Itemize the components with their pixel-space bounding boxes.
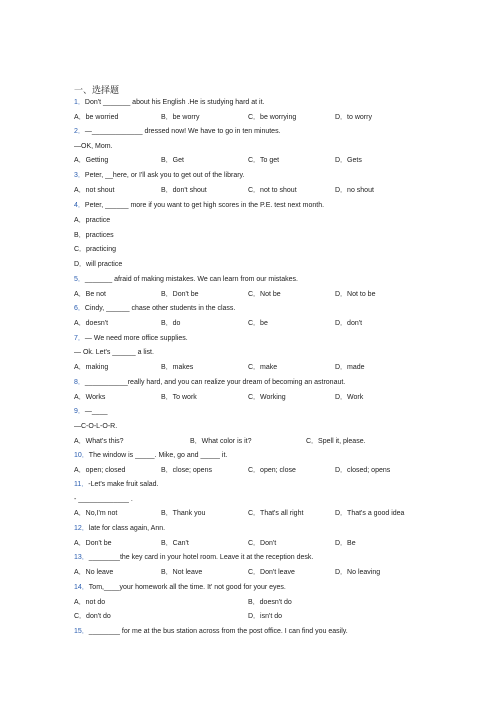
question-number: 11． [74, 481, 89, 488]
question-4 [74, 201, 324, 210]
question-text: Peter, ______ more if you want to get high scores in the P.E. test next month. [84, 202, 325, 209]
option-c: C．not to shout [248, 187, 297, 194]
option-d: D．Be [335, 540, 356, 547]
option-c: C．Don't [248, 540, 277, 547]
option-c: C．Not be [248, 291, 281, 298]
question-text: ________the key card in your hotel room. Leave it at the reception desk. [88, 554, 314, 561]
question-number: 10． [74, 452, 89, 459]
option-a: A．Works [74, 394, 106, 401]
question-number: 5． [74, 276, 85, 283]
question-number: 9． [74, 408, 85, 415]
option-d: D．Work [335, 394, 364, 401]
option-d: D．No leaving [335, 569, 381, 576]
option-a: A．Don't be [74, 540, 112, 547]
option-d: D．don't [335, 320, 363, 327]
option-a: A．open; closed [74, 467, 126, 474]
question-9 [74, 407, 107, 416]
option-b: B．Get [161, 157, 184, 164]
question-2-line-2: —OK, Mom. [74, 143, 113, 150]
question-10 [74, 451, 227, 460]
question-12 [74, 524, 165, 533]
question-14 [74, 583, 286, 592]
option-a: A．No leave [74, 569, 114, 576]
option-c: C．Don't leave [248, 569, 295, 576]
option-d: D．closed; opens [335, 467, 391, 474]
question-text: The window is _____. Mike, go and _____ it. [88, 452, 228, 459]
option-b: B．practices [74, 232, 114, 239]
question-3 [74, 171, 244, 180]
question-text: ________ for me at the bus station across from the post office. I can find you easily. [88, 628, 348, 635]
question-text: — We need more office supplies. [84, 335, 188, 342]
question-number: 1． [74, 99, 85, 106]
question-7-line-2: — Ok. Let's ______ a list. [74, 349, 154, 356]
question-13 [74, 553, 313, 562]
option-d: D．no shout [335, 187, 374, 194]
option-d: D．to worry [335, 114, 372, 121]
question-text: Peter, __here, or I'll ask you to get out of the library. [84, 172, 245, 179]
option-b: B．Not leave [161, 569, 203, 576]
question-text: -Let's make fruit salad. [88, 481, 159, 488]
option-b: B．doesn't do [248, 599, 292, 606]
option-c: C．To get [248, 157, 280, 164]
option-a: A．practice [74, 217, 111, 224]
option-d: D．will practice [74, 261, 123, 268]
option-b: B．makes [161, 364, 194, 371]
option-a: A．not shout [74, 187, 115, 194]
option-c: C．don't do [74, 613, 111, 620]
option-b: B．Thank you [161, 510, 206, 517]
option-a: A．Getting [74, 157, 109, 164]
option-d: D．isn't do [248, 613, 283, 620]
question-6 [74, 304, 235, 313]
question-8 [74, 378, 345, 387]
option-d: D．That's a good idea [335, 510, 405, 517]
option-a: A．be worried [74, 114, 119, 121]
option-a: A．Be not [74, 291, 106, 298]
question-2 [74, 127, 281, 136]
question-text: ___________really hard, and you can realize your dream of becoming an astronaut. [84, 379, 346, 386]
question-text: —____ [84, 408, 108, 415]
question-9-line-2: —C-O-L-O-R. [74, 423, 118, 430]
option-a: A．doesn't [74, 320, 109, 327]
question-text: _______ afraid of making mistakes. We can learn from our mistakes. [84, 276, 298, 283]
option-c: C．open; close [248, 467, 296, 474]
option-a: A．No,I'm not [74, 510, 118, 517]
question-text: Cindy, ______ chase other students in the class. [84, 305, 236, 312]
option-c: C．That's all right [248, 510, 304, 517]
question-1 [74, 98, 264, 107]
question-number: 8． [74, 379, 85, 386]
option-c: C．make [248, 364, 278, 371]
question-text: Tom,____your homework all the time. It' not good for your eyes. [88, 584, 286, 591]
option-a: A．What's this? [74, 438, 124, 445]
option-b: B．be worry [161, 114, 200, 121]
option-b: B．don't shout [161, 187, 207, 194]
question-number: 4． [74, 202, 85, 209]
question-11-line-2: - _____________ . [74, 496, 133, 503]
question-text: —_____________ dressed now! We have to go in ten minutes. [84, 128, 281, 135]
option-b: B．do [161, 320, 181, 327]
option-b: B．Don't be [161, 291, 199, 298]
option-c: C．Spell it, please. [306, 438, 366, 445]
question-15 [74, 627, 348, 636]
option-b: B．To work [161, 394, 197, 401]
option-b: B．close; opens [161, 467, 212, 474]
option-a: A．making [74, 364, 109, 371]
option-c: C．be [248, 320, 268, 327]
question-number: 3． [74, 172, 85, 179]
question-number: 6． [74, 305, 85, 312]
option-d: D．Gets [335, 157, 362, 164]
question-number: 13． [74, 554, 89, 561]
question-number: 15． [74, 628, 89, 635]
question-number: 2． [74, 128, 85, 135]
option-d: D．Not to be [335, 291, 376, 298]
option-c: C．be worrying [248, 114, 297, 121]
question-11 [74, 480, 158, 489]
question-text: Don't _______ about his English .He is studying hard at it. [84, 99, 265, 106]
question-number: 14． [74, 584, 89, 591]
question-number: 12． [74, 525, 89, 532]
option-c: C．practicing [74, 246, 117, 253]
option-a: A．not do [74, 599, 106, 606]
option-b: B．What color is it? [190, 438, 252, 445]
section-title: 一、选择题 [74, 85, 120, 95]
question-5 [74, 275, 298, 284]
option-c: C．Working [248, 394, 286, 401]
question-text: late for class again, Ann. [88, 525, 166, 532]
option-b: B．Can't [161, 540, 189, 547]
question-number: 7． [74, 335, 85, 342]
question-7 [74, 334, 188, 343]
option-d: D．made [335, 364, 365, 371]
